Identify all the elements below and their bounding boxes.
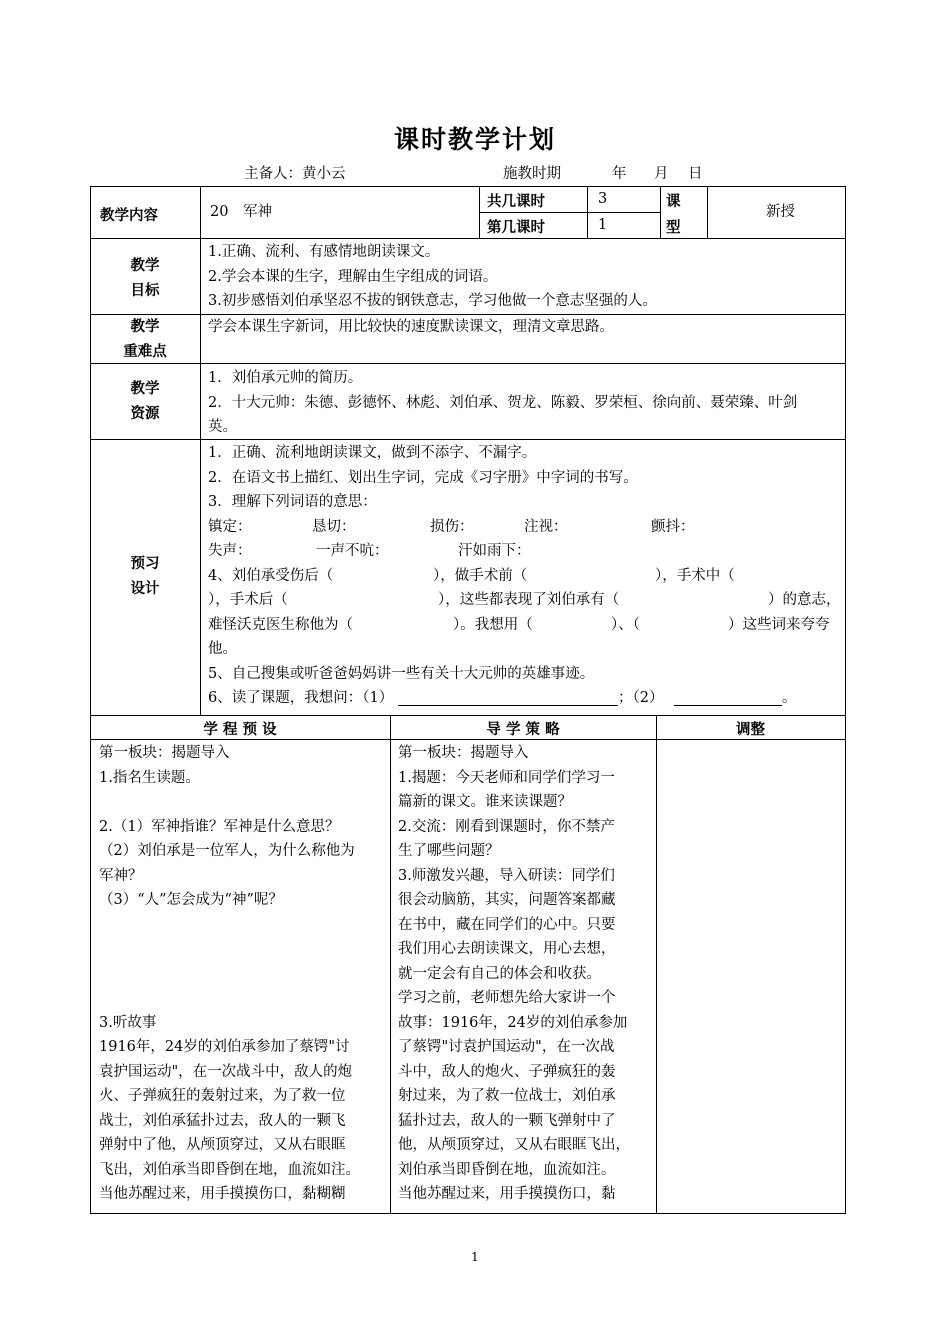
col-header-adjust: 调整 bbox=[736, 722, 765, 738]
vocab-row-2: 失声： 一声不吭： 汗如雨下： bbox=[208, 543, 531, 559]
lesson-type-label-2: 型 bbox=[666, 220, 681, 236]
difficulties-text: 学会本课生字新词，用比较快的速度默读课文，理清文章思路。 bbox=[208, 319, 614, 335]
answer-blank-1[interactable] bbox=[398, 691, 618, 706]
total-lessons-label: 共几课时 bbox=[487, 194, 545, 210]
page-title: 课时教学计划 bbox=[393, 125, 556, 154]
objective-item: 3.初步感悟刘伯承坚忍不拔的钢铁意志，学习他做一个意志坚强的人。 bbox=[208, 293, 657, 309]
objective-item: 2.学会本课的生字，理解由生字组成的词语。 bbox=[208, 268, 498, 285]
month-label: 月 bbox=[654, 166, 669, 182]
objective-item: 1.正确、流利、有感情地朗读课文。 bbox=[208, 244, 440, 260]
lesson-type-value: 新授 bbox=[766, 204, 795, 220]
col-header-study: 学 程 预 设 bbox=[203, 722, 277, 738]
preview-label: 预习 设计 bbox=[130, 556, 160, 597]
vocab-row-1: 镇定： 恳切： 损伤： 注视： 颤抖： bbox=[208, 518, 695, 535]
q4-line-1: 4、刘伯承受伤后（ ），做手术前（ ），手术中（ bbox=[208, 567, 735, 584]
year-label: 年 bbox=[612, 166, 627, 182]
q6-line: 6、读了课题，我想问：（1） ；（2） 。 bbox=[208, 690, 797, 706]
preview-content: 1．正确、流利地朗读课文，做到不添字、不漏字。 2．在语文书上描红、划出生字词，完成《习字册》中字词的书写。 3．理解下列词语的意思： 镇定： 恳切： 损伤： 注视： 颤抖： 失声： 一声不吭： 汗如雨下： 4、刘伯承受伤后（ ），做手术前（ ），手术中（ ），手术后（ ），这些都表现了刘伯承有（ ）的意志， 难怪沃克医生称他为（ ）。我想用（ ）、（ ）这些词来夸夸 他。 5、自己搜集或听爸爸妈妈讲一些有关十大元帅的英雄事迹。 6、读了课题，我想问：（1） ；（2） 。 bbox=[208, 441, 842, 711]
day-label: 日 bbox=[688, 166, 703, 182]
q4-line-3: 难怪沃克医生称他为（ ）。我想用（ ）、（ ）这些词来夸夸 bbox=[208, 616, 830, 633]
objectives-label: 教学 目标 bbox=[130, 258, 160, 299]
content-value: 20 军神 bbox=[210, 204, 272, 220]
total-lessons-value: 3 bbox=[598, 191, 608, 207]
page-number: 1 bbox=[471, 1250, 479, 1264]
lesson-type-label-1: 课 bbox=[666, 194, 681, 210]
preparer: 主备人：黄小云 bbox=[244, 166, 346, 182]
resources-label: 教学 资源 bbox=[130, 381, 160, 422]
answer-blank-2[interactable] bbox=[674, 691, 782, 706]
content-label: 教学内容 bbox=[100, 208, 158, 224]
nth-lesson-value: 1 bbox=[598, 217, 608, 233]
period-label: 施教时期 bbox=[503, 166, 561, 182]
q4-line-2: ），手术后（ ），这些都表现了刘伯承有（ ）的意志， bbox=[208, 592, 841, 608]
difficulties-label: 教学 重难点 bbox=[123, 319, 167, 360]
guide-column: 第一板块：揭题导入 1.揭题：今天老师和同学们学习一 篇新的课文。谁来读课题？ 2.交流：刚看到课题时，你不禁产 生了哪些问题？ 3.师激发兴趣，导入研读：同学们 很会动脑筋，其实，问题答案都藏 在书中，藏在同学们的心中。只要 我们用心去朗读课文，用心去想， 就一定会有自己的体会和收获。 学习之前，老师想先给大家讲一个 故事：1916年，24岁的刘伯承参加 了蔡锷"讨袁护国运动"，在一次战 斗中，敌人的炮火、子弹疯狂的轰 射过来，为了救一位战士，刘伯承 猛扑过去，敌人的一颗飞弹射中了 他，从颅顶穿过，又从右眼眶飞出， 刘伯承当即昏倒在地，血流如注。 当他苏醒过来，用手摸摸伤口，黏 bbox=[398, 745, 630, 1202]
objectives-list bbox=[208, 240, 838, 314]
col-header-guide: 导 学 策 略 bbox=[486, 722, 560, 738]
resources-list: 1．刘伯承元帅的简历。 2．十大元帅：朱德、彭德怀、林彪、刘伯承、贺龙、陈毅、罗荣桓、徐向前、聂荣臻、叶剑 英。 bbox=[208, 370, 798, 435]
nth-lesson-label: 第几课时 bbox=[487, 220, 545, 236]
study-column: 第一板块：揭题导入 1.指名生读题。 2.（1）军神指谁？军神是什么意思？ （2）刘伯承是一位军人，为什么称他为 军神？ （3）“人”怎会成为“神”呢？ 3.听故事 1916年，24岁的刘伯承参加了蔡锷"讨 袁护国运动"，在一次战斗中，敌人的炮 火、子弹疯狂的轰射过来，为了救一位 战士，刘伯承猛扑过去，敌人的一颗飞 弹射中了他，从颅顶穿过，又从右眼眶 飞出，刘伯承当即昏倒在地，血流如注。 当他苏醒过来，用手摸摸伤口，黏糊糊 bbox=[99, 745, 360, 1202]
